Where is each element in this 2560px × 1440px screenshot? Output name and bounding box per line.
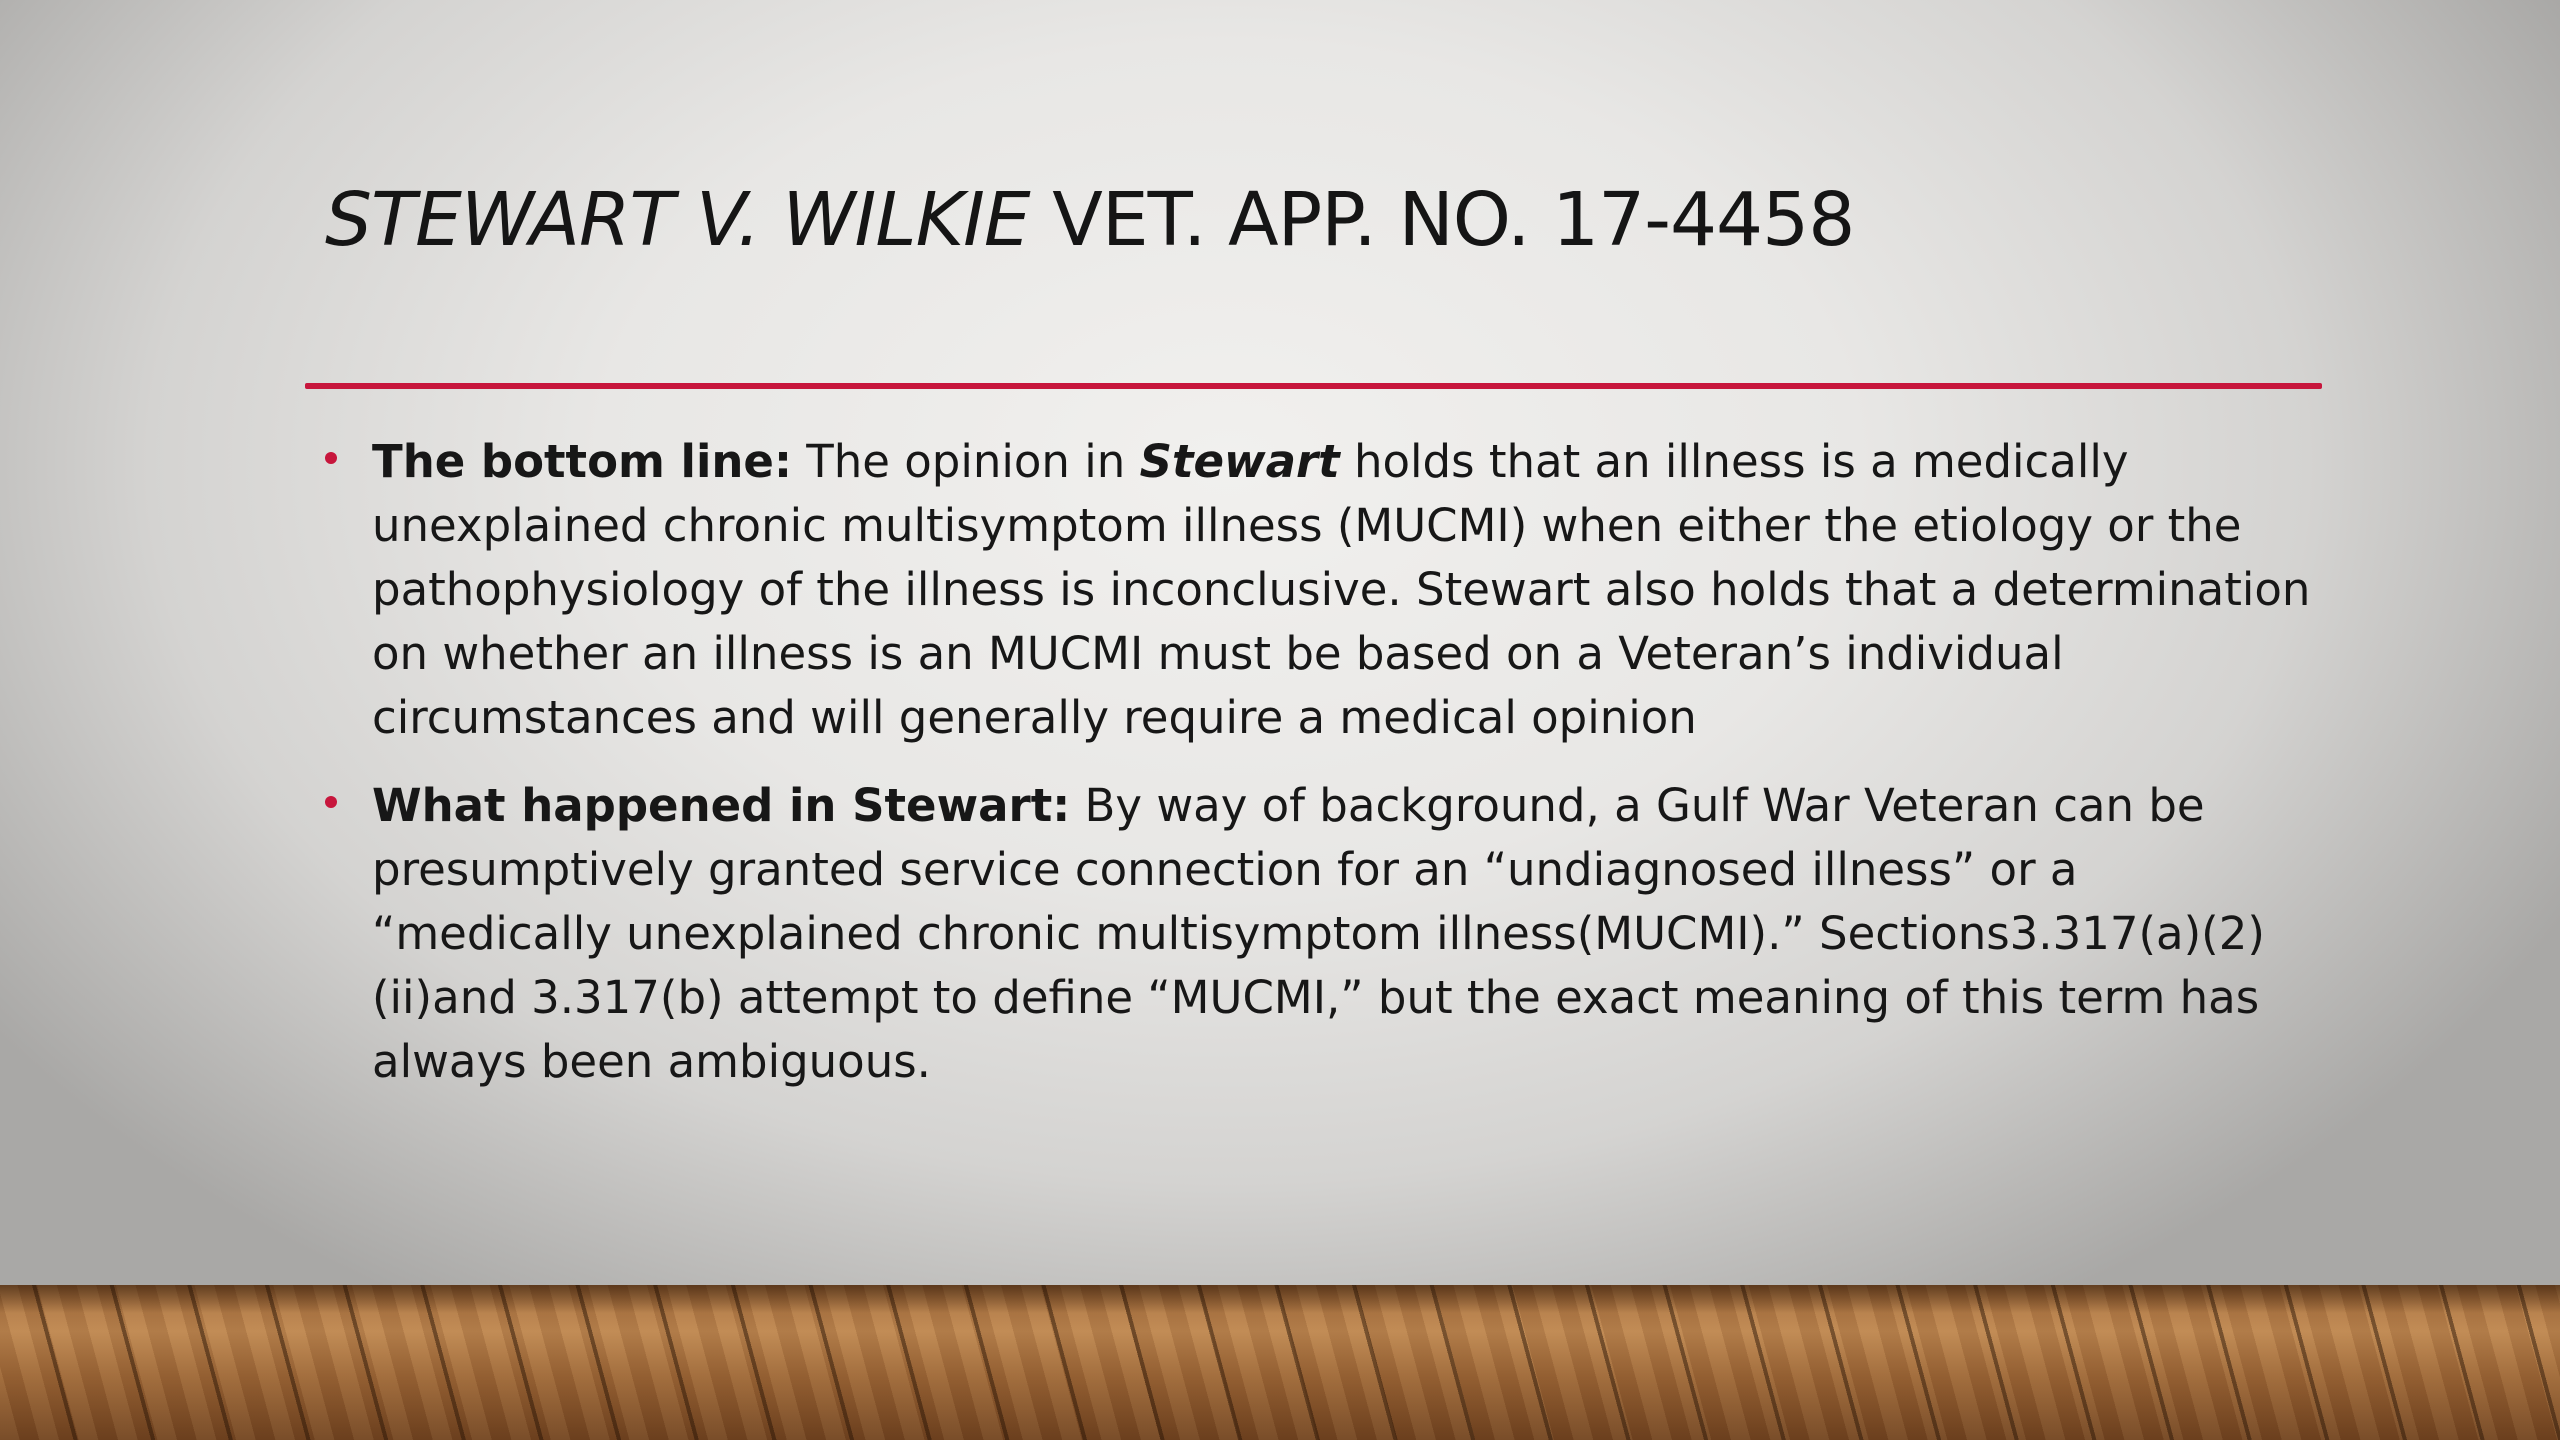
slide-title xyxy=(325,170,2325,270)
case-citation: VET. APP. NO. 17-4458 xyxy=(1029,177,1855,263)
bullet-text xyxy=(372,430,2330,750)
bullet-what-happened xyxy=(320,774,2330,1094)
case-name: STEWART V. WILKIE xyxy=(325,177,1030,263)
bullet-body-end: holds that an illness is a medically unexplained chronic multisymptom illness (MUCMI) when either the etiology or the pathophysiology of the illness is inconclusive. Stewart also holds that a determination on whether an illness is an MUCMI must be based on a Veteran’s individual circumstances and will generally require a medical opinion xyxy=(372,435,2311,744)
floor-shadow xyxy=(0,1285,2560,1313)
bullet-body: By way of background, a Gulf War Veteran can be presumptively granted service connection for an “undiagnosed illness” or a “medically unexplained chronic multisymptom illness(MUCMI).” Sections3.317(a)(2)(ii)and 3.317(b) attempt to define “MUCMI,” but the exact meaning of this term has always been ambiguous. xyxy=(372,779,2265,1088)
case-name-emphasis: Stewart xyxy=(1139,435,1340,488)
bullet-marker xyxy=(325,796,337,808)
bullet-list xyxy=(320,430,2330,1118)
title-divider xyxy=(305,383,2322,389)
bullet-lead: What happened in Stewart: xyxy=(372,779,1071,832)
bullet-lead: The bottom line: xyxy=(372,435,792,488)
bullet-body-start: The opinion in xyxy=(791,435,1140,488)
bullet-text xyxy=(372,774,2330,1094)
bullet-marker xyxy=(325,452,337,464)
bullet-bottom-line xyxy=(320,430,2330,750)
